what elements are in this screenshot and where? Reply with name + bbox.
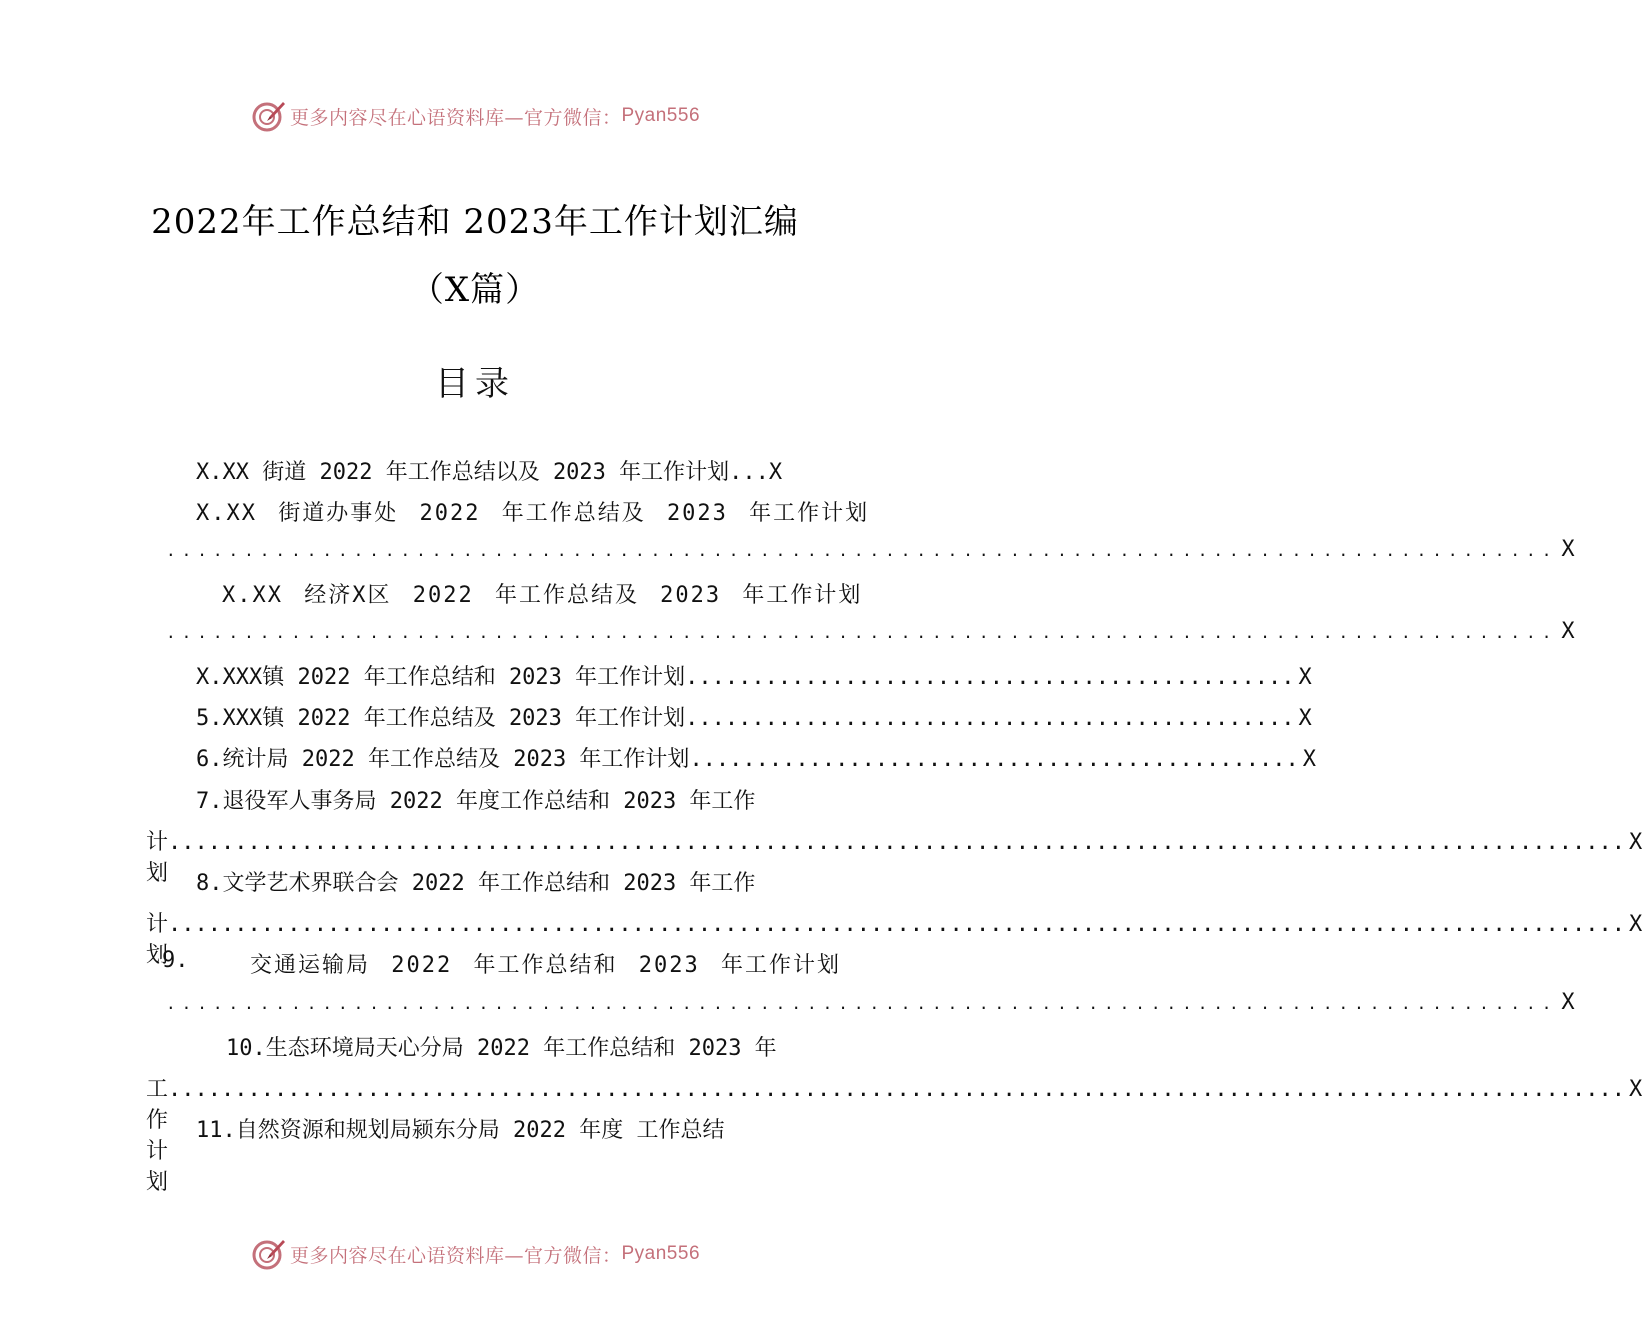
watermark-wechat-id: Pyan556 bbox=[621, 105, 701, 126]
toc-entry-11[interactable]: 11.自然资源和规划局颍东分局 2022 年度 工作总结 bbox=[196, 1118, 725, 1143]
toc-entry-9-leader: ......................................................................................... X bbox=[166, 990, 1575, 1015]
toc-entry-8-cont: 计划 .............................................................................................................. X bbox=[146, 907, 808, 969]
watermark-footer bbox=[0, 1234, 950, 1274]
watermark-text: 更多内容尽在心语资料库—官方微信： bbox=[289, 106, 622, 129]
toc-page-number: X bbox=[1561, 990, 1575, 1015]
toc-entry-4-text: X.XXX镇 2022 年工作总结和 2023 年工作计划 bbox=[196, 665, 686, 690]
toc-entry-9[interactable]: 交通运输局 2022 年工作总结和 2023 年工作计划 bbox=[250, 953, 841, 978]
toc-page-number: X bbox=[1561, 619, 1575, 644]
toc-page-number: X bbox=[1298, 706, 1312, 731]
watermark-text: 更多内容尽在心语资料库—官方微信： bbox=[289, 1244, 622, 1267]
toc-entry-9-number: 9. bbox=[162, 948, 189, 973]
toc-page-number: X bbox=[1561, 537, 1575, 562]
watermark-wechat-id: Pyan556 bbox=[621, 1243, 701, 1264]
toc-entry-7-cont: 计划 .............................................................................................................. X bbox=[146, 825, 808, 887]
toc-entry-8[interactable]: 8.文学艺术界联合会 2022 年工作总结和 2023 年工作 bbox=[196, 871, 756, 896]
toc-entry-1[interactable]: X.XX 街道 2022 年工作总结以及 2023 年工作计划...X bbox=[196, 460, 783, 485]
toc-entry-5[interactable]: 5.XXX镇 2022 年工作总结及 2023 年工作计划 .............................................. X bbox=[196, 701, 808, 732]
toc-entry-6[interactable]: 6.统计局 2022 年工作总结及 2023 年工作计划 .............................................. X bbox=[196, 742, 808, 773]
toc-entry-7[interactable]: 7.退役军人事务局 2022 年度工作总结和 2023 年工作 bbox=[196, 789, 756, 814]
toc-page-number: X bbox=[1628, 830, 1642, 855]
toc-entry-5-text: 5.XXX镇 2022 年工作总结及 2023 年工作计划 bbox=[196, 706, 686, 731]
toc-page-number: X bbox=[1628, 1077, 1642, 1102]
toc-entry-3-leader: ......................................................................................... X bbox=[166, 619, 1575, 644]
toc-page-number: X bbox=[1628, 912, 1642, 937]
pen-logo-icon bbox=[250, 98, 286, 134]
toc-entry-4[interactable]: X.XXX镇 2022 年工作总结和 2023 年工作计划 .............................................. X bbox=[196, 660, 808, 691]
watermark-header bbox=[0, 96, 950, 136]
toc-entry-2-leader: ......................................................................................... X bbox=[166, 537, 1575, 562]
pen-logo-icon bbox=[250, 1236, 286, 1272]
toc-entry-7-line2: 计划 bbox=[146, 830, 169, 886]
document-title: 2022年工作总结和 2023年工作计划汇编 bbox=[151, 202, 799, 242]
toc-entry-10-line2: 工作计划 bbox=[146, 1077, 169, 1195]
toc-page-number: X bbox=[1298, 665, 1312, 690]
toc-entry-2[interactable]: X.XX 街道办事处 2022 年工作总结及 2023 年工作计划 bbox=[196, 501, 870, 526]
toc-entry-6-text: 6.统计局 2022 年工作总结及 2023 年工作计划 bbox=[196, 747, 690, 772]
toc-page-number: X bbox=[1302, 747, 1316, 772]
document-subtitle: （X篇） bbox=[409, 270, 541, 310]
toc-entry-8-line2: 计划 bbox=[146, 912, 169, 968]
toc-entry-10[interactable]: 10.生态环境局天心分局 2022 年工作总结和 2023 年 bbox=[226, 1036, 777, 1061]
toc-entry-10-cont: 工作计划 .............................................................................................................. X bbox=[146, 1072, 796, 1196]
toc-heading: 目录 bbox=[435, 364, 515, 404]
toc-entry-3[interactable]: X.XX 经济X区 2022 年工作总结及 2023 年工作计划 bbox=[222, 583, 863, 608]
